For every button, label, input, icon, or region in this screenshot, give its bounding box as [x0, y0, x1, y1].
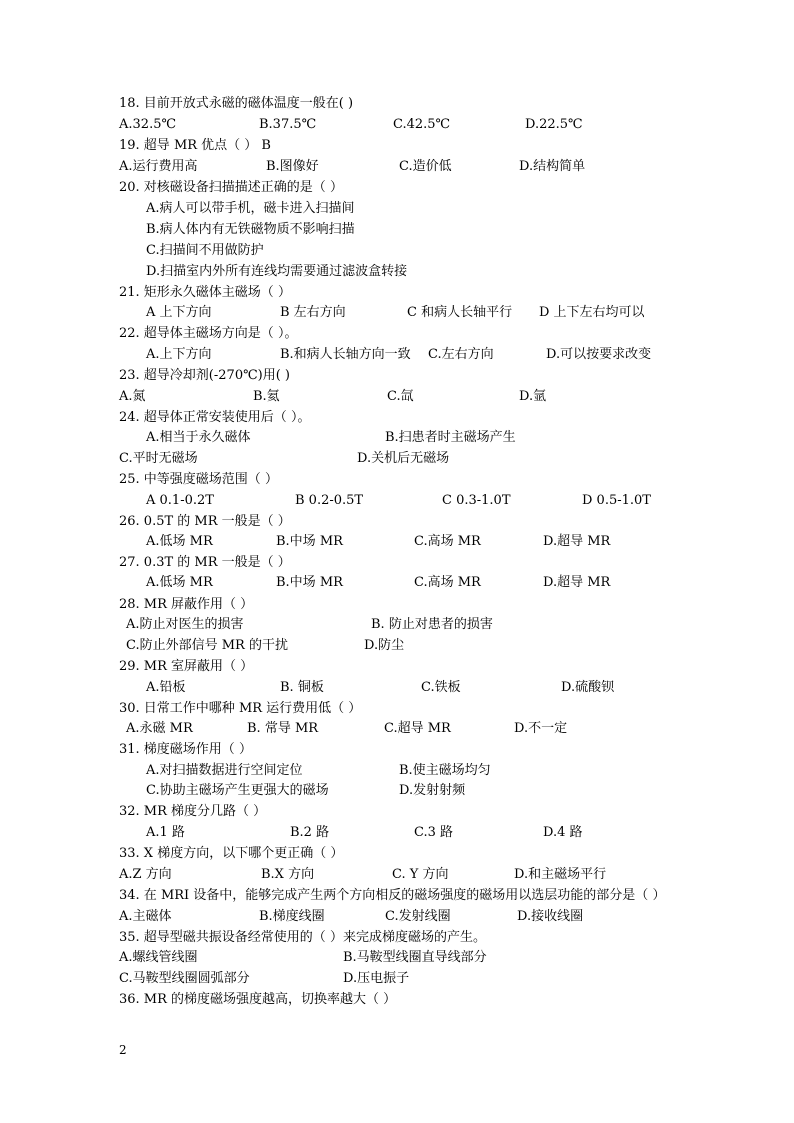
option-line: A.病人可以带手机，磁卡进入扫描间: [146, 201, 355, 216]
question-text: 20. 对核磁设备扫描描述正确的是（ ）: [119, 180, 343, 195]
answer-option: A.永磁 MR: [126, 721, 193, 736]
answer-option: A.螺线管线圈: [119, 950, 198, 965]
answer-option: A.Z 方向: [119, 867, 172, 882]
option-row: [119, 864, 754, 885]
option-row: [146, 572, 754, 593]
answer-option: A.32.5℃: [119, 117, 177, 132]
answer-option: C.协助主磁场产生更强大的磁场: [146, 783, 329, 798]
option-row: [119, 386, 754, 407]
option-row: [126, 614, 754, 635]
answer-option: B. 铜板: [280, 680, 324, 695]
option-row: [126, 635, 754, 656]
answer-option: A.运行费用高: [119, 159, 198, 174]
answer-option: C.造价低: [399, 159, 452, 174]
answer-option: D.超导 MR: [543, 534, 611, 549]
answer-option: A.低场 MR: [146, 534, 213, 549]
option-row: [119, 906, 754, 927]
answer-option: C. Y 方向: [392, 867, 449, 882]
answer-option: A.对扫描数据进行空间定位: [146, 763, 303, 778]
answer-option: B.使主磁场均匀: [399, 763, 491, 778]
answer-option: B.梯度线圈: [259, 909, 325, 924]
answer-option: B. 防止对患者的损害: [371, 617, 493, 632]
question-text: 23. 超导冷却剂(-270℃)用( ): [119, 368, 290, 383]
answer-option: A 上下方向: [146, 305, 212, 320]
option-row: [126, 718, 754, 739]
answer-option: C.氙: [387, 389, 414, 404]
answer-option: C.铁板: [421, 680, 461, 695]
question-text: 36. MR 的梯度磁场强度越高，切换率越大（ ）: [119, 992, 397, 1007]
answer-option: C.高场 MR: [414, 534, 481, 549]
answer-option: B.37.5℃: [259, 117, 317, 132]
answer-option: B 0.2-0.5T: [295, 493, 364, 508]
question-text: 21. 矩形永久磁体主磁场（ ）: [119, 285, 291, 300]
option-row: [146, 490, 754, 511]
answer-option: D.关机后无磁场: [357, 451, 450, 466]
answer-option: D.压电振子: [343, 971, 410, 986]
option-row: [146, 780, 754, 801]
option-row: [146, 427, 754, 448]
answer-option: C.防止外部信号 MR 的干扰: [126, 638, 288, 653]
answer-option: B.中场 MR: [276, 575, 343, 590]
option-row: [119, 947, 754, 968]
answer-option: B.扫患者时主磁场产生: [385, 430, 516, 445]
option-row: [146, 677, 754, 698]
answer-option: A 0.1-0.2T: [146, 493, 214, 508]
answer-option: A.1 路: [146, 825, 185, 840]
answer-option: A.相当于永久磁体: [146, 430, 251, 445]
answer-option: D.接收线圈: [517, 909, 584, 924]
question-text: 28. MR 屏蔽作用（ ）: [119, 597, 254, 612]
answer-option: D.4 路: [543, 825, 583, 840]
answer-option: D.超导 MR: [543, 575, 611, 590]
question-text: 30. 日常工作中哪种 MR 运行费用低（ ）: [119, 701, 362, 716]
answer-option: C.超导 MR: [384, 721, 451, 736]
answer-option: A.低场 MR: [146, 575, 213, 590]
option-line: B.病人体内有无铁磁物质不影响扫描: [146, 222, 355, 237]
option-row: [146, 531, 754, 552]
answer-option: A.上下方向: [146, 347, 212, 362]
option-line: D.扫描室内外所有连线均需要通过滤波盒转接: [146, 264, 408, 279]
answer-option: B.X 方向: [261, 867, 315, 882]
answer-option: C.马鞍型线圈圆弧部分: [119, 971, 250, 986]
question-text: 22. 超导体主磁场方向是（ ）。: [119, 326, 298, 341]
question-text: 35. 超导型磁共振设备经常使用的（ ）来完成梯度磁场的产生。: [119, 930, 486, 945]
answer-option: D.硫酸钡: [561, 680, 615, 695]
answer-option: C.3 路: [414, 825, 454, 840]
answer-option: D 0.5-1.0T: [582, 493, 651, 508]
question-text: 32. MR 梯度分几路（ ）: [119, 804, 267, 819]
answer-option: B.中场 MR: [276, 534, 343, 549]
answer-option: D.氩: [519, 389, 547, 404]
answer-option: A.防止对医生的损害: [126, 617, 244, 632]
option-line: C.扫描间不用做防护: [146, 243, 264, 258]
option-row: [119, 448, 754, 469]
answer-option: D.22.5℃: [525, 117, 583, 132]
answer-option: D 上下左右均可以: [539, 305, 645, 320]
answer-option: A.氮: [119, 389, 146, 404]
option-row: [146, 344, 754, 365]
option-row: [119, 968, 754, 989]
question-text: 29. MR 室屏蔽用（ ）: [119, 659, 254, 674]
answer-option: D.和主磁场平行: [514, 867, 607, 882]
question-text: 26. 0.5T 的 MR 一般是（ ）: [119, 514, 291, 529]
answer-option: B.马鞍型线圈直导线部分: [343, 950, 487, 965]
answer-option: C.高场 MR: [414, 575, 481, 590]
option-row: [146, 760, 754, 781]
question-text: 34. 在 MRI 设备中，能够完成产生两个方向相反的磁场强度的磁场用以选层功能的部分是（ ）: [119, 888, 666, 903]
answer-option: D.可以按要求改变: [546, 347, 652, 362]
answer-option: D.发射射频: [399, 783, 466, 798]
answer-option: B 左右方向: [280, 305, 346, 320]
answer-option: C 和病人长轴平行: [407, 305, 513, 320]
answer-option: B.氦: [253, 389, 280, 404]
answer-option: A.主磁体: [119, 909, 172, 924]
answer-option: D.防尘: [364, 638, 405, 653]
option-row: [119, 114, 754, 135]
page-number: 2: [119, 1043, 127, 1057]
answer-option: D.不一定: [514, 721, 568, 736]
question-text: 31. 梯度磁场作用（ ）: [119, 742, 252, 757]
answer-option: C.平时无磁场: [119, 451, 198, 466]
question-text: 33. X 梯度方向，以下哪个更正确（ ）: [119, 846, 344, 861]
question-text: 25. 中等强度磁场范围（ ）: [119, 472, 278, 487]
answer-option: C.42.5℃: [393, 117, 451, 132]
question-text: 24. 超导体正常安装使用后（ ）。: [119, 410, 311, 425]
answer-option: C 0.3-1.0T: [442, 493, 511, 508]
answer-option: B. 常导 MR: [247, 721, 319, 736]
option-row: [146, 822, 754, 843]
answer-option: C.发射线圈: [385, 909, 451, 924]
answer-option: B.2 路: [290, 825, 330, 840]
question-text: 18. 目前开放式永磁的磁体温度一般在( ): [119, 96, 354, 111]
answer-option: D.结构简单: [519, 159, 586, 174]
option-row: [119, 156, 754, 177]
answer-option: B.图像好: [266, 159, 319, 174]
option-row: [146, 302, 754, 323]
answer-option: B.和病人长轴方向一致: [280, 347, 411, 362]
answer-option: A.铅板: [146, 680, 186, 695]
answer-option: C.左右方向: [428, 347, 494, 362]
question-text: 27. 0.3T 的 MR 一般是（ ）: [119, 555, 291, 570]
question-text: 19. 超导 MR 优点（ ） B: [119, 138, 271, 153]
